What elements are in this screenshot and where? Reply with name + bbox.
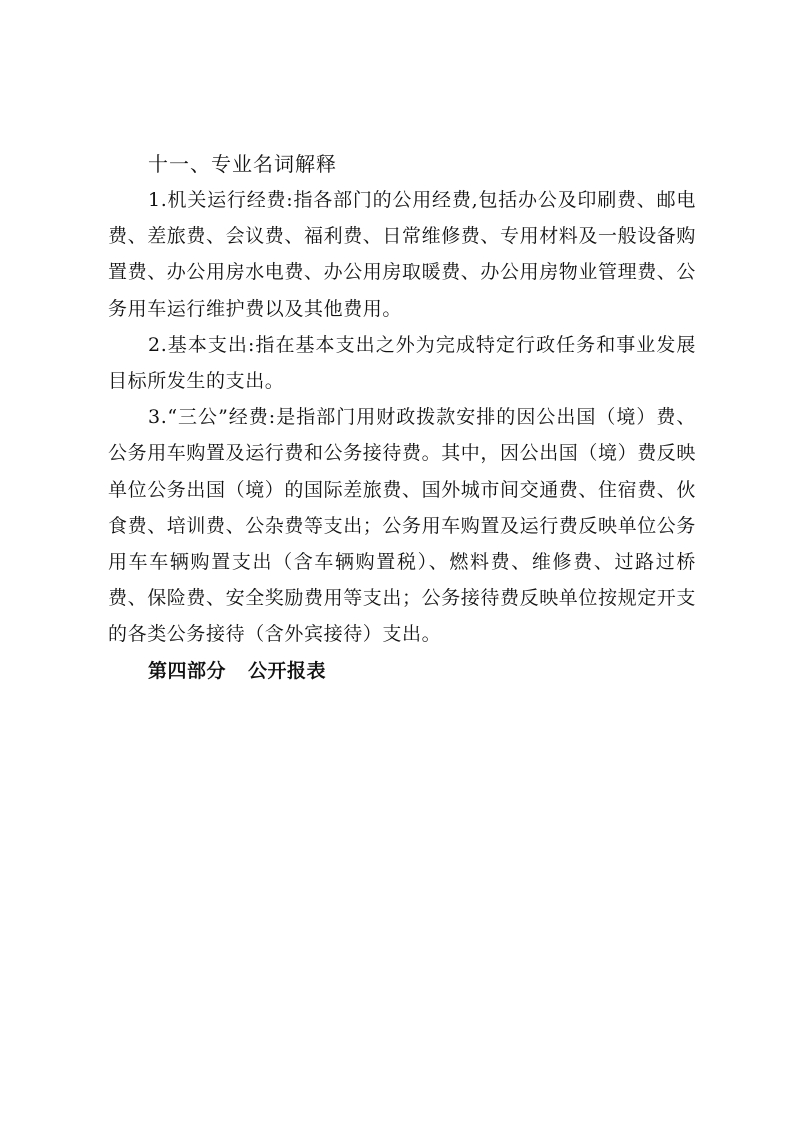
section-heading: 十一、专业名词解释 [148,152,337,176]
part-number: 第四部分 [148,659,227,682]
document-body [108,146,696,689]
term-definition-3: 3.“三公”经费:是指部门用财政拨款安排的因公出国（境）费、公务用车购置及运行费和公务接待费。其中，因公出国（境）费反映单位公务出国（境）的国际差旅费、国外城市间交通费、住宿费、伙食费、培训费、公杂费等支出；公务用车购置及运行费反映单位公务用车车辆购置支出（含车辆购置税）、燃料费、维修费、过路过桥费、保险费、安全奖励费用等支出；公务接待费反映单位按规定开支的各类公务接待（含外宾接待）支出。 [108,406,697,646]
part-title: 公开报表 [248,659,327,682]
term-definition-2: 2.基本支出:指在基本支出之外为完成特定行政任务和事业发展目标所发生的支出。 [108,333,696,393]
part-heading [108,653,696,689]
term-definition-1: 1.机关运行经费:指各部门的公用经费,包括办公及印刷费、邮电费、差旅费、会议费、福利费、日常维修费、专用材料及一般设备购置费、办公用房水电费、办公用房取暖费、办公用房物业管理费、公务用车运行维护费以及其他费用。 [108,189,697,320]
